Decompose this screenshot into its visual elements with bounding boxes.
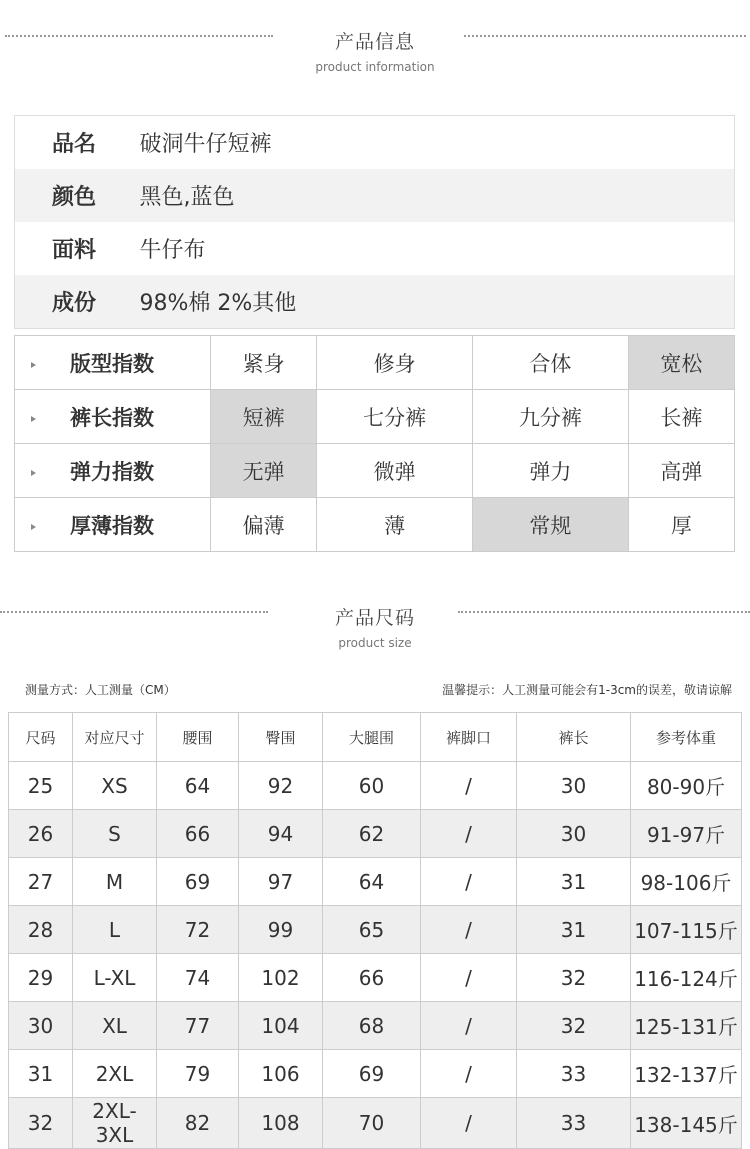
size-cell: S [73,810,157,858]
index-label-text: 裤长指数 [70,405,154,430]
size-cell: 32 [517,954,631,1002]
size-col-header: 裤长 [517,713,631,762]
size-cell: 77 [157,1002,239,1050]
index-label [15,444,211,498]
size-cell: 69 [157,858,239,906]
info-key: 品名 [52,132,97,157]
triangle-right-icon [31,362,36,368]
size-cell: 29 [9,954,73,1002]
index-row [15,336,735,390]
size-cell: 62 [323,810,421,858]
section-title: 产品信息 [334,31,415,53]
fit-index-table [14,335,735,552]
size-cell: XS [73,762,157,810]
info-value: 黑色,蓝色 [140,169,735,222]
size-cell: 74 [157,954,239,1002]
size-cell: 33 [517,1050,631,1098]
info-key: 成份 [15,275,140,329]
size-cell: 125-131斤 [631,1002,742,1050]
index-label-text: 版型指数 [70,351,154,376]
size-cell: 68 [323,1002,421,1050]
index-option: 高弹 [628,444,734,498]
size-cell: 26 [9,810,73,858]
table-row [9,858,742,906]
info-value: 98%棉 2%其他 [140,275,735,329]
size-cell: 108 [239,1098,323,1149]
size-cell: 60 [323,762,421,810]
size-cell: 32 [517,1002,631,1050]
info-value: 破洞牛仔短裤 [139,132,272,157]
index-option: 厚 [628,498,734,552]
triangle-right-icon [31,416,36,422]
size-cell: 30 [9,1002,73,1050]
size-cell: 2XL [73,1050,157,1098]
size-col-header: 大腿围 [323,713,421,762]
size-cell: 64 [323,858,421,906]
size-cell: 28 [9,906,73,954]
table-row [9,762,742,810]
size-cell: M [73,858,157,906]
index-option: 七分裤 [317,390,473,444]
index-option: 修身 [317,336,473,390]
size-cell: 27 [9,858,73,906]
product-info-table [14,115,735,329]
index-option-selected: 短裤 [211,390,317,444]
size-table [8,712,742,1149]
index-label [15,336,211,390]
index-row [15,498,735,552]
size-cell: 79 [157,1050,239,1098]
size-cell: / [421,1050,517,1098]
size-cell: 91-97斤 [631,810,742,858]
index-option: 偏薄 [211,498,317,552]
size-cell: 106 [239,1050,323,1098]
size-cell: 66 [157,810,239,858]
size-cell: 25 [9,762,73,810]
size-col-header: 参考体重 [631,713,742,762]
index-row [15,444,735,498]
index-option-selected: 宽松 [628,336,734,390]
index-option: 薄 [317,498,473,552]
size-cell: 32 [9,1098,73,1149]
size-cell: 97 [239,858,323,906]
size-cell: 72 [157,906,239,954]
size-cell: 31 [517,906,631,954]
size-cell: / [421,762,517,810]
index-option: 紧身 [211,336,317,390]
table-row [9,1050,742,1098]
section-subtitle: product information [315,60,435,74]
size-cell: 104 [239,1002,323,1050]
size-cell: / [421,954,517,1002]
info-row [15,116,735,170]
triangle-right-icon [31,524,36,530]
size-section-header [0,603,750,650]
index-option: 弹力 [472,444,628,498]
index-label [15,390,211,444]
size-cell: 69 [323,1050,421,1098]
size-cell: / [421,1002,517,1050]
table-row [9,906,742,954]
size-cell: L-XL [73,954,157,1002]
index-row [15,390,735,444]
size-cell: 99 [239,906,323,954]
size-cell: 33 [517,1098,631,1149]
size-cell: 107-115斤 [631,906,742,954]
section-title: 产品尺码 [334,607,415,629]
info-section-header [0,27,750,74]
size-cell: 30 [517,762,631,810]
measure-method-note: 测量方式：人工测量（CM） [25,683,176,697]
size-cell: / [421,906,517,954]
triangle-right-icon [31,470,36,476]
size-cell: 2XL-3XL [73,1098,157,1149]
table-row [9,1002,742,1050]
size-cell: 65 [323,906,421,954]
size-cell: 98-106斤 [631,858,742,906]
size-cell: 30 [517,810,631,858]
info-value: 牛仔布 [139,238,206,263]
size-cell: 138-145斤 [631,1098,742,1149]
size-col-header: 尺码 [9,713,73,762]
size-cell: 80-90斤 [631,762,742,810]
info-key: 颜色 [15,169,140,222]
index-option-selected: 无弹 [211,444,317,498]
size-cell: XL [73,1002,157,1050]
size-cell: L [73,906,157,954]
size-cell: 31 [517,858,631,906]
size-cell: 132-137斤 [631,1050,742,1098]
size-cell: / [421,810,517,858]
info-row [15,275,735,329]
size-col-header: 对应尺寸 [73,713,157,762]
measure-tip-note: 温馨提示：人工测量可能会有1-3cm的误差，敬请谅解 [442,683,732,697]
info-row [15,222,735,275]
index-label-text: 弹力指数 [70,459,154,484]
size-col-header: 腰围 [157,713,239,762]
size-cell: 116-124斤 [631,954,742,1002]
table-row [9,1098,742,1149]
size-cell: 82 [157,1098,239,1149]
size-col-header: 臀围 [239,713,323,762]
size-cell: 64 [157,762,239,810]
size-cell: / [421,1098,517,1149]
size-col-header: 裤脚口 [421,713,517,762]
size-cell: 70 [323,1098,421,1149]
section-subtitle: product size [338,636,412,650]
index-option: 合体 [472,336,628,390]
index-option: 长裤 [628,390,734,444]
size-cell: 66 [323,954,421,1002]
index-option-selected: 常规 [472,498,628,552]
size-cell: 92 [239,762,323,810]
size-cell: / [421,858,517,906]
info-key: 面料 [52,238,97,263]
size-table-header [9,713,742,762]
size-cell: 31 [9,1050,73,1098]
table-row [9,810,742,858]
index-option: 九分裤 [472,390,628,444]
size-cell: 102 [239,954,323,1002]
size-cell: 94 [239,810,323,858]
index-option: 微弹 [317,444,473,498]
info-row [15,169,735,222]
index-label-text: 厚薄指数 [70,513,154,538]
index-label [15,498,211,552]
table-row [9,954,742,1002]
